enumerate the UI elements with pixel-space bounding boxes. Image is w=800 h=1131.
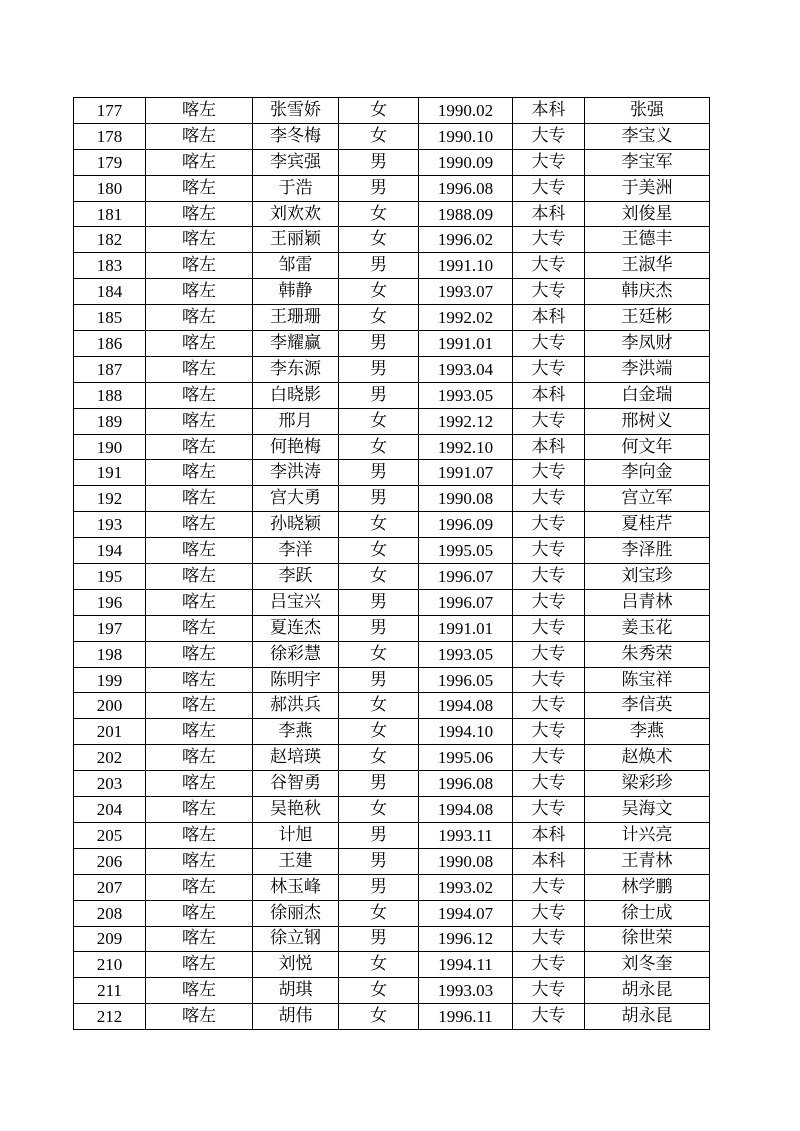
- location-cell: 喀左: [146, 149, 253, 175]
- gender-cell: 女: [339, 745, 419, 771]
- name-cell: 李洪涛: [253, 460, 339, 486]
- birth-date-cell: 1994.10: [419, 719, 513, 745]
- parent-name-cell: 刘冬奎: [585, 952, 710, 978]
- serial-number-cell: 203: [74, 771, 146, 797]
- name-cell: 李跃: [253, 564, 339, 590]
- table-row: [74, 486, 710, 512]
- serial-number-cell: 201: [74, 719, 146, 745]
- birth-date-cell: 1993.03: [419, 978, 513, 1004]
- gender-cell: 女: [339, 305, 419, 331]
- gender-cell: 女: [339, 538, 419, 564]
- name-cell: 胡琪: [253, 978, 339, 1004]
- table-row: [74, 382, 710, 408]
- table-row: [74, 331, 710, 357]
- parent-name-cell: 林学鹏: [585, 874, 710, 900]
- parent-name-cell: 王淑华: [585, 253, 710, 279]
- name-cell: 徐彩慧: [253, 641, 339, 667]
- gender-cell: 男: [339, 382, 419, 408]
- table-row: [74, 538, 710, 564]
- education-cell: 大专: [513, 667, 585, 693]
- gender-cell: 女: [339, 978, 419, 1004]
- gender-cell: 男: [339, 253, 419, 279]
- birth-date-cell: 1995.05: [419, 538, 513, 564]
- table-row: [74, 123, 710, 149]
- birth-date-cell: 1993.02: [419, 874, 513, 900]
- birth-date-cell: 1993.04: [419, 356, 513, 382]
- name-cell: 谷智勇: [253, 771, 339, 797]
- table-row: [74, 641, 710, 667]
- table-row: [74, 253, 710, 279]
- parent-name-cell: 何文年: [585, 434, 710, 460]
- education-cell: 本科: [513, 305, 585, 331]
- gender-cell: 女: [339, 564, 419, 590]
- education-cell: 大专: [513, 926, 585, 952]
- location-cell: 喀左: [146, 848, 253, 874]
- serial-number-cell: 206: [74, 848, 146, 874]
- gender-cell: 女: [339, 227, 419, 253]
- birth-date-cell: 1996.02: [419, 227, 513, 253]
- name-cell: 徐丽杰: [253, 900, 339, 926]
- birth-date-cell: 1996.07: [419, 589, 513, 615]
- serial-number-cell: 212: [74, 1004, 146, 1030]
- gender-cell: 男: [339, 331, 419, 357]
- parent-name-cell: 朱秀荣: [585, 641, 710, 667]
- gender-cell: 女: [339, 434, 419, 460]
- table-row: [74, 719, 710, 745]
- serial-number-cell: 185: [74, 305, 146, 331]
- parent-name-cell: 胡永昆: [585, 978, 710, 1004]
- gender-cell: 男: [339, 486, 419, 512]
- education-cell: 大专: [513, 952, 585, 978]
- table-row: [74, 305, 710, 331]
- name-cell: 计旭: [253, 822, 339, 848]
- name-cell: 孙晓颖: [253, 512, 339, 538]
- gender-cell: 女: [339, 201, 419, 227]
- table-row: [74, 745, 710, 771]
- location-cell: 喀左: [146, 279, 253, 305]
- education-cell: 大专: [513, 538, 585, 564]
- education-cell: 大专: [513, 900, 585, 926]
- name-cell: 李燕: [253, 719, 339, 745]
- name-cell: 李东源: [253, 356, 339, 382]
- serial-number-cell: 184: [74, 279, 146, 305]
- birth-date-cell: 1990.08: [419, 848, 513, 874]
- table-row: [74, 512, 710, 538]
- table-row: [74, 1004, 710, 1030]
- location-cell: 喀左: [146, 745, 253, 771]
- gender-cell: 男: [339, 771, 419, 797]
- name-cell: 刘欢欢: [253, 201, 339, 227]
- parent-name-cell: 计兴亮: [585, 822, 710, 848]
- name-cell: 郝洪兵: [253, 693, 339, 719]
- parent-name-cell: 邢树义: [585, 408, 710, 434]
- table-row: [74, 98, 710, 124]
- location-cell: 喀左: [146, 667, 253, 693]
- location-cell: 喀左: [146, 641, 253, 667]
- serial-number-cell: 209: [74, 926, 146, 952]
- gender-cell: 女: [339, 900, 419, 926]
- parent-name-cell: 刘俊星: [585, 201, 710, 227]
- table-row: [74, 926, 710, 952]
- table-row: [74, 564, 710, 590]
- education-cell: 本科: [513, 848, 585, 874]
- education-cell: 大专: [513, 253, 585, 279]
- location-cell: 喀左: [146, 356, 253, 382]
- name-cell: 李耀赢: [253, 331, 339, 357]
- parent-name-cell: 白金瑞: [585, 382, 710, 408]
- parent-name-cell: 胡永昆: [585, 1004, 710, 1030]
- birth-date-cell: 1990.02: [419, 98, 513, 124]
- education-cell: 大专: [513, 693, 585, 719]
- serial-number-cell: 178: [74, 123, 146, 149]
- location-cell: 喀左: [146, 227, 253, 253]
- table-row: [74, 797, 710, 823]
- education-cell: 大专: [513, 719, 585, 745]
- education-cell: 大专: [513, 460, 585, 486]
- parent-name-cell: 徐士成: [585, 900, 710, 926]
- parent-name-cell: 李泽胜: [585, 538, 710, 564]
- name-cell: 王丽颖: [253, 227, 339, 253]
- parent-name-cell: 夏桂芹: [585, 512, 710, 538]
- education-cell: 大专: [513, 1004, 585, 1030]
- birth-date-cell: 1996.08: [419, 771, 513, 797]
- education-cell: 大专: [513, 615, 585, 641]
- birth-date-cell: 1995.06: [419, 745, 513, 771]
- gender-cell: 男: [339, 356, 419, 382]
- name-cell: 王建: [253, 848, 339, 874]
- location-cell: 喀左: [146, 1004, 253, 1030]
- gender-cell: 女: [339, 719, 419, 745]
- serial-number-cell: 186: [74, 331, 146, 357]
- name-cell: 林玉峰: [253, 874, 339, 900]
- education-cell: 大专: [513, 175, 585, 201]
- gender-cell: 男: [339, 149, 419, 175]
- gender-cell: 女: [339, 952, 419, 978]
- name-cell: 李冬梅: [253, 123, 339, 149]
- table-row: [74, 175, 710, 201]
- gender-cell: 女: [339, 1004, 419, 1030]
- parent-name-cell: 李燕: [585, 719, 710, 745]
- parent-name-cell: 王青林: [585, 848, 710, 874]
- table-row: [74, 279, 710, 305]
- education-cell: 大专: [513, 641, 585, 667]
- serial-number-cell: 187: [74, 356, 146, 382]
- location-cell: 喀左: [146, 538, 253, 564]
- table-row: [74, 874, 710, 900]
- gender-cell: 女: [339, 408, 419, 434]
- gender-cell: 男: [339, 874, 419, 900]
- birth-date-cell: 1990.09: [419, 149, 513, 175]
- birth-date-cell: 1991.07: [419, 460, 513, 486]
- name-cell: 赵培瑛: [253, 745, 339, 771]
- education-cell: 大专: [513, 227, 585, 253]
- parent-name-cell: 姜玉花: [585, 615, 710, 641]
- location-cell: 喀左: [146, 719, 253, 745]
- parent-name-cell: 韩庆杰: [585, 279, 710, 305]
- table-row: [74, 822, 710, 848]
- parent-name-cell: 张强: [585, 98, 710, 124]
- name-cell: 李宾强: [253, 149, 339, 175]
- serial-number-cell: 179: [74, 149, 146, 175]
- table-row: [74, 408, 710, 434]
- serial-number-cell: 181: [74, 201, 146, 227]
- roster-table: [73, 97, 710, 1030]
- name-cell: 夏连杰: [253, 615, 339, 641]
- location-cell: 喀左: [146, 123, 253, 149]
- parent-name-cell: 于美洲: [585, 175, 710, 201]
- education-cell: 大专: [513, 797, 585, 823]
- parent-name-cell: 李宝义: [585, 123, 710, 149]
- gender-cell: 男: [339, 822, 419, 848]
- location-cell: 喀左: [146, 460, 253, 486]
- location-cell: 喀左: [146, 589, 253, 615]
- gender-cell: 女: [339, 98, 419, 124]
- birth-date-cell: 1996.07: [419, 564, 513, 590]
- gender-cell: 女: [339, 279, 419, 305]
- name-cell: 邢月: [253, 408, 339, 434]
- education-cell: 大专: [513, 123, 585, 149]
- location-cell: 喀左: [146, 564, 253, 590]
- birth-date-cell: 1990.08: [419, 486, 513, 512]
- education-cell: 大专: [513, 512, 585, 538]
- location-cell: 喀左: [146, 874, 253, 900]
- parent-name-cell: 赵焕术: [585, 745, 710, 771]
- location-cell: 喀左: [146, 331, 253, 357]
- gender-cell: 女: [339, 797, 419, 823]
- location-cell: 喀左: [146, 434, 253, 460]
- location-cell: 喀左: [146, 926, 253, 952]
- parent-name-cell: 吴海文: [585, 797, 710, 823]
- serial-number-cell: 188: [74, 382, 146, 408]
- education-cell: 本科: [513, 382, 585, 408]
- gender-cell: 男: [339, 615, 419, 641]
- location-cell: 喀左: [146, 822, 253, 848]
- education-cell: 本科: [513, 201, 585, 227]
- table-row: [74, 900, 710, 926]
- location-cell: 喀左: [146, 615, 253, 641]
- name-cell: 刘悦: [253, 952, 339, 978]
- gender-cell: 男: [339, 589, 419, 615]
- serial-number-cell: 191: [74, 460, 146, 486]
- serial-number-cell: 177: [74, 98, 146, 124]
- location-cell: 喀左: [146, 978, 253, 1004]
- education-cell: 大专: [513, 874, 585, 900]
- table-row: [74, 771, 710, 797]
- serial-number-cell: 210: [74, 952, 146, 978]
- name-cell: 宫大勇: [253, 486, 339, 512]
- birth-date-cell: 1993.11: [419, 822, 513, 848]
- parent-name-cell: 陈宝祥: [585, 667, 710, 693]
- birth-date-cell: 1992.12: [419, 408, 513, 434]
- name-cell: 白晓影: [253, 382, 339, 408]
- serial-number-cell: 207: [74, 874, 146, 900]
- education-cell: 大专: [513, 279, 585, 305]
- table-row: [74, 848, 710, 874]
- birth-date-cell: 1996.05: [419, 667, 513, 693]
- birth-date-cell: 1996.09: [419, 512, 513, 538]
- table-row: [74, 149, 710, 175]
- location-cell: 喀左: [146, 305, 253, 331]
- serial-number-cell: 204: [74, 797, 146, 823]
- birth-date-cell: 1992.10: [419, 434, 513, 460]
- serial-number-cell: 198: [74, 641, 146, 667]
- name-cell: 张雪娇: [253, 98, 339, 124]
- table-row: [74, 978, 710, 1004]
- parent-name-cell: 梁彩珍: [585, 771, 710, 797]
- birth-date-cell: 1988.09: [419, 201, 513, 227]
- name-cell: 王珊珊: [253, 305, 339, 331]
- serial-number-cell: 193: [74, 512, 146, 538]
- education-cell: 大专: [513, 149, 585, 175]
- parent-name-cell: 吕青林: [585, 589, 710, 615]
- education-cell: 大专: [513, 771, 585, 797]
- gender-cell: 男: [339, 926, 419, 952]
- serial-number-cell: 192: [74, 486, 146, 512]
- parent-name-cell: 宫立军: [585, 486, 710, 512]
- serial-number-cell: 208: [74, 900, 146, 926]
- parent-name-cell: 李信英: [585, 693, 710, 719]
- education-cell: 本科: [513, 434, 585, 460]
- parent-name-cell: 李凤财: [585, 331, 710, 357]
- location-cell: 喀左: [146, 797, 253, 823]
- table-row: [74, 693, 710, 719]
- location-cell: 喀左: [146, 771, 253, 797]
- location-cell: 喀左: [146, 900, 253, 926]
- name-cell: 吕宝兴: [253, 589, 339, 615]
- education-cell: 大专: [513, 564, 585, 590]
- location-cell: 喀左: [146, 201, 253, 227]
- gender-cell: 男: [339, 460, 419, 486]
- table-row: [74, 589, 710, 615]
- name-cell: 陈明宇: [253, 667, 339, 693]
- education-cell: 大专: [513, 745, 585, 771]
- education-cell: 大专: [513, 486, 585, 512]
- table-row: [74, 356, 710, 382]
- birth-date-cell: 1991.10: [419, 253, 513, 279]
- birth-date-cell: 1993.07: [419, 279, 513, 305]
- parent-name-cell: 李洪端: [585, 356, 710, 382]
- birth-date-cell: 1993.05: [419, 641, 513, 667]
- serial-number-cell: 199: [74, 667, 146, 693]
- education-cell: 本科: [513, 822, 585, 848]
- education-cell: 大专: [513, 356, 585, 382]
- table-row: [74, 615, 710, 641]
- roster-table-body: [74, 98, 710, 1030]
- name-cell: 于浩: [253, 175, 339, 201]
- parent-name-cell: 王廷彬: [585, 305, 710, 331]
- serial-number-cell: 183: [74, 253, 146, 279]
- parent-name-cell: 王德丰: [585, 227, 710, 253]
- birth-date-cell: 1994.08: [419, 797, 513, 823]
- serial-number-cell: 190: [74, 434, 146, 460]
- education-cell: 大专: [513, 978, 585, 1004]
- birth-date-cell: 1991.01: [419, 331, 513, 357]
- birth-date-cell: 1991.01: [419, 615, 513, 641]
- serial-number-cell: 205: [74, 822, 146, 848]
- gender-cell: 男: [339, 667, 419, 693]
- name-cell: 李洋: [253, 538, 339, 564]
- gender-cell: 男: [339, 848, 419, 874]
- table-row: [74, 460, 710, 486]
- parent-name-cell: 李宝军: [585, 149, 710, 175]
- location-cell: 喀左: [146, 175, 253, 201]
- birth-date-cell: 1996.11: [419, 1004, 513, 1030]
- birth-date-cell: 1996.08: [419, 175, 513, 201]
- gender-cell: 女: [339, 693, 419, 719]
- birth-date-cell: 1994.11: [419, 952, 513, 978]
- table-row: [74, 434, 710, 460]
- name-cell: 何艳梅: [253, 434, 339, 460]
- parent-name-cell: 李向金: [585, 460, 710, 486]
- location-cell: 喀左: [146, 253, 253, 279]
- education-cell: 大专: [513, 331, 585, 357]
- serial-number-cell: 211: [74, 978, 146, 1004]
- serial-number-cell: 182: [74, 227, 146, 253]
- parent-name-cell: 刘宝珍: [585, 564, 710, 590]
- name-cell: 邹雷: [253, 253, 339, 279]
- name-cell: 韩静: [253, 279, 339, 305]
- location-cell: 喀左: [146, 512, 253, 538]
- serial-number-cell: 196: [74, 589, 146, 615]
- location-cell: 喀左: [146, 486, 253, 512]
- table-row: [74, 667, 710, 693]
- serial-number-cell: 194: [74, 538, 146, 564]
- gender-cell: 男: [339, 175, 419, 201]
- location-cell: 喀左: [146, 98, 253, 124]
- location-cell: 喀左: [146, 408, 253, 434]
- table-row: [74, 952, 710, 978]
- birth-date-cell: 1994.08: [419, 693, 513, 719]
- birth-date-cell: 1993.05: [419, 382, 513, 408]
- birth-date-cell: 1996.12: [419, 926, 513, 952]
- serial-number-cell: 202: [74, 745, 146, 771]
- birth-date-cell: 1990.10: [419, 123, 513, 149]
- serial-number-cell: 197: [74, 615, 146, 641]
- birth-date-cell: 1992.02: [419, 305, 513, 331]
- education-cell: 大专: [513, 589, 585, 615]
- education-cell: 大专: [513, 408, 585, 434]
- name-cell: 徐立钢: [253, 926, 339, 952]
- location-cell: 喀左: [146, 382, 253, 408]
- serial-number-cell: 180: [74, 175, 146, 201]
- gender-cell: 女: [339, 641, 419, 667]
- gender-cell: 女: [339, 123, 419, 149]
- table-row: [74, 227, 710, 253]
- name-cell: 胡伟: [253, 1004, 339, 1030]
- table-row: [74, 201, 710, 227]
- location-cell: 喀左: [146, 952, 253, 978]
- birth-date-cell: 1994.07: [419, 900, 513, 926]
- name-cell: 吴艳秋: [253, 797, 339, 823]
- parent-name-cell: 徐世荣: [585, 926, 710, 952]
- serial-number-cell: 200: [74, 693, 146, 719]
- location-cell: 喀左: [146, 693, 253, 719]
- serial-number-cell: 195: [74, 564, 146, 590]
- education-cell: 本科: [513, 98, 585, 124]
- serial-number-cell: 189: [74, 408, 146, 434]
- gender-cell: 女: [339, 512, 419, 538]
